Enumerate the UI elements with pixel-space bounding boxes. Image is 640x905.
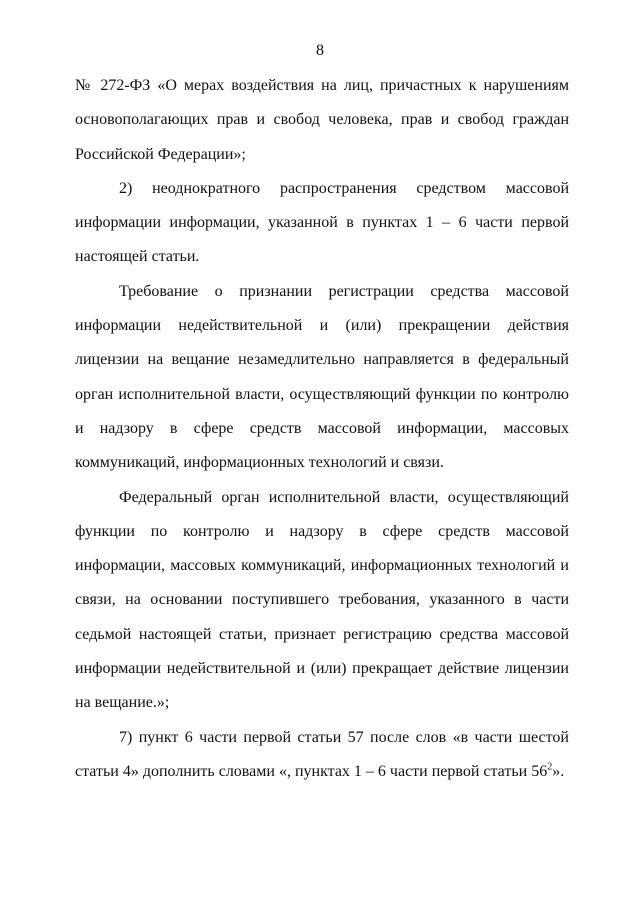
paragraph-federal-body: Федеральный орган исполнительной власти, осуществляющий функции по контролю и надзору в сфере средств массовой информации, массовых коммуникаций, информационных технологий и связи, на основании поступившего требования, указанного в части седьмой настоящей статьи, признает регистрацию средства массовой информации недействительной и (или) прекращает действие лицензии на вещание.»; <box>75 488 569 712</box>
item-7-closing: ». <box>552 762 565 780</box>
paragraph-item-7 <box>75 721 569 790</box>
paragraph-continuation: № 272-ФЗ «О мерах воздействия на лиц, причастных к нарушениям основополагающих прав и свобод человека, прав и свобод граждан Российской Федерации»; <box>75 77 569 163</box>
item-7-text: 7) пункт 6 части первой статьи 57 после слов «в части шестой статьи 4» дополнить словами «, пунктах 1 – 6 части первой статьи 56 <box>75 728 569 780</box>
page-number: 8 <box>316 42 324 59</box>
paragraph-item-2: 2) неоднократного распространения средством массовой информации информации, указанной в пунктах 1 – 6 части первой настоящей статьи. <box>75 179 569 266</box>
document-body <box>75 69 569 789</box>
paragraph-requirement: Требование о признании регистрации средства массовой информации недействительной и (или) прекращении действия лицензии на вещание незамедлительно направляется в федеральный орган исполнительной власти, осуществляющий функции по контролю и надзору в сфере средств массовой информации, массовых коммуникаций, информационных технологий и связи. <box>75 282 569 472</box>
item-7-superscript: 2 <box>547 761 553 773</box>
